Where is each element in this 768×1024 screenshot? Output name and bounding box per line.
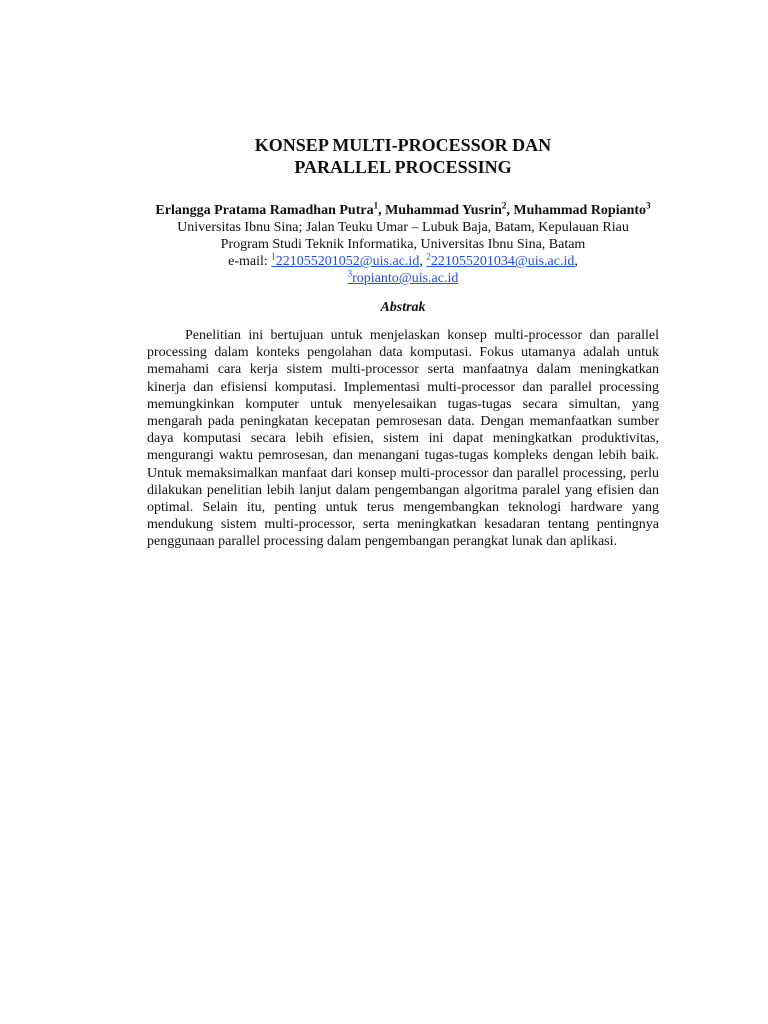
title-line-2: PARALLEL PROCESSING: [294, 157, 512, 177]
title-line-1: KONSEP MULTI-PROCESSOR DAN: [254, 135, 552, 155]
email-list: e-mail: $^1$221055201052@uis.ac.id, $^2$221055201034@uis.ac.id, $^3$ropianto@uis.ac.id: [228, 251, 578, 286]
author-mark: 2: [501, 200, 507, 211]
email-link-3[interactable]: [347, 268, 459, 286]
paper-page: [147, 134, 659, 565]
email-mark: 2: [426, 251, 431, 262]
email-label: e-mail:: [228, 254, 268, 269]
paper-title: [147, 134, 659, 178]
email-mark: 3: [347, 268, 353, 279]
author-mark: 1: [373, 200, 379, 211]
email-address: 221055201052@uis.ac.id: [275, 254, 420, 269]
author-mark: 3: [646, 200, 651, 211]
abstract-heading: Abstrak: [380, 300, 426, 315]
author-name: Erlangga Pratama Ramadhan Putra: [155, 203, 374, 218]
author-list: Erlangga Pratama Ramadhan Putra$^1$, Muhammad Yusrin$^2$, Muhammad Ropianto$^3$: [155, 200, 651, 218]
email-link-1[interactable]: [271, 251, 420, 269]
email-address: ropianto@uis.ac.id: [352, 271, 459, 286]
author-name: Muhammad Ropianto: [513, 203, 647, 218]
email-mark: 1: [271, 251, 276, 262]
author-name: Muhammad Yusrin: [385, 203, 502, 218]
affiliation-line-1: Universitas Ibnu Sina; Jalan Teuku Umar – Lubuk Baja, Batam, Kepulauan Riau: [177, 220, 629, 235]
email-link-2[interactable]: [426, 251, 575, 269]
affiliation-line-2: Program Studi Teknik Informatika, Universitas Ibnu Sina, Batam: [220, 237, 586, 252]
email-address: 221055201034@uis.ac.id: [430, 254, 575, 269]
abstract-body: Penelitian ini bertujuan untuk menjelaskan konsep multi-processor dan parallel processing dalam konteks pengolahan data komputasi. Fokus utamanya adalah untuk memahami cara kerja sistem multi-processor serta manfaatnya dalam meningkatkan kinerja dan efisiensi komputasi. Implementasi multi-processor dan parallel processing memungkinkan komputer untuk menyelesaikan tugas-tugas secara simultan, yang mengarah pada peningkatan kecepatan pemrosesan data. Dengan memanfaatkan sumber daya komputasi secara lebih efisien, sistem ini dapat meningkatkan produktivitas, mengurangi waktu pemrosesan, dan menangani tugas-tugas kompleks dengan lebih baik. Untuk memaksimalkan manfaat dari konsep multi-processor dan parallel processing, perlu dilakukan penelitian lebih lanjut dalam pengembangan algoritma paralel yang efisien dan optimal. Selain itu, penting untuk terus mengembangkan teknologi hardware yang mendukung sistem multi-processor, serta meningkatkan kesadaran tentang pentingnya penggunaan parallel processing dalam pengembangan perangkat lunak dan aplikasi.: [147, 328, 659, 550]
